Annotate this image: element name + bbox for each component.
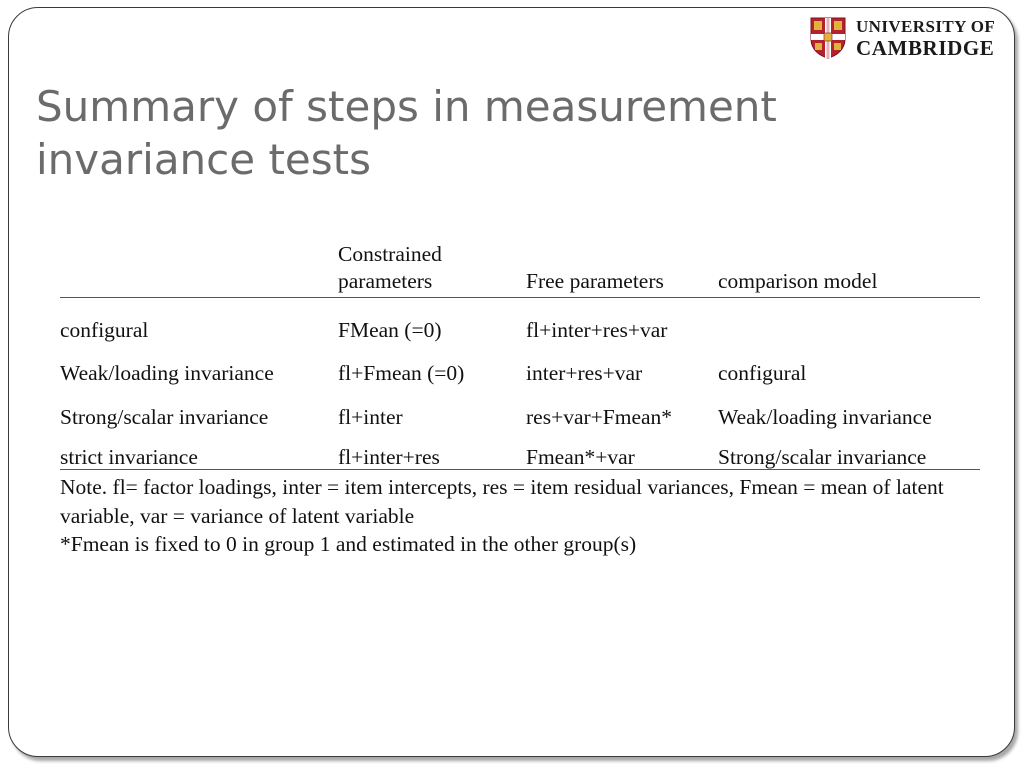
header-free-parameters: Free parameters (526, 241, 718, 298)
cell-step: configural (60, 317, 149, 342)
slide-title-line-2: invariance tests (36, 135, 371, 184)
cell-constrained: fl+inter (338, 404, 403, 429)
cambridge-shield-icon (810, 17, 846, 59)
cell-free: inter+res+var (526, 361, 643, 385)
cell-step: Strong/scalar invariance (60, 404, 269, 429)
table-row (60, 298, 980, 342)
slide-title-line-1: Summary of steps in measurement (36, 82, 777, 131)
invariance-steps-table (60, 241, 980, 470)
table-note: Note. fl= factor loadings, inter = item intercepts, res = item residual variances, Fmean = mean of latent variable, var = variance of latent variable (60, 475, 944, 528)
table-footnote: *Fmean is fixed to 0 in group 1 and estimated in the other group(s) (60, 532, 637, 556)
table-notes (60, 473, 980, 559)
cell-comparison: Strong/scalar invariance (718, 429, 980, 470)
logo-text-cambridge: CAMBRIDGE (856, 36, 995, 60)
cell-comparison (718, 298, 980, 342)
header-constrained-parameters: Constrained parameters (338, 241, 526, 298)
logo-text-university: UNIVERSITY OF (856, 17, 996, 36)
table-row (60, 429, 980, 470)
slide-title (36, 80, 836, 186)
table-row (60, 385, 980, 429)
cell-constrained: fl+Fmean (=0) (338, 361, 465, 385)
cell-comparison: configural (718, 361, 807, 385)
cell-comparison: Weak/loading invariance (718, 404, 932, 429)
table-header-row (60, 241, 980, 298)
cell-constrained: fl+inter+res (338, 429, 526, 470)
cell-step: Weak/loading invariance (60, 361, 274, 385)
cell-free: Fmean*+var (526, 429, 718, 470)
cell-free: res+var+Fmean* (526, 404, 673, 429)
cell-free: fl+inter+res+var (526, 317, 668, 342)
header-comparison-model: comparison model (718, 241, 980, 298)
table-row (60, 342, 980, 386)
cell-constrained: FMean (=0) (338, 317, 442, 342)
university-logo (810, 17, 1010, 61)
cell-step: strict invariance (60, 429, 338, 470)
header-step (60, 241, 338, 298)
